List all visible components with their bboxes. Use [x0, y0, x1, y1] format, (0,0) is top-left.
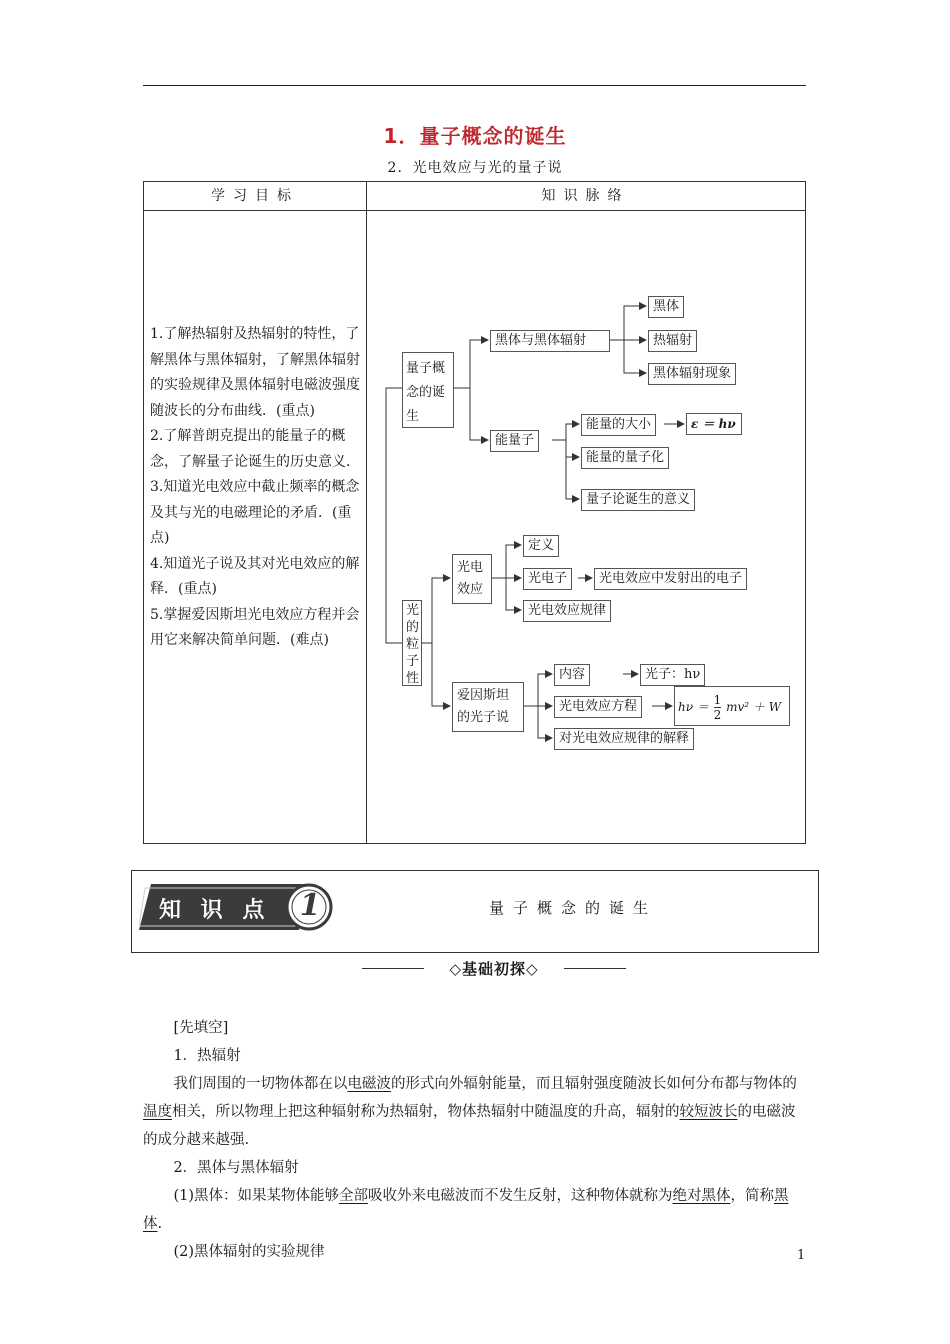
knowledge-point-badge — [139, 882, 335, 932]
node-pe-electron-desc: 光电效应中发射出的电子 — [594, 568, 747, 590]
text-run: 的电磁波的成分越来越强. — [143, 1104, 796, 1148]
text-run: 相关，所以物理上把这种辐射称为热辐射，物体热辐射中随温度的升高，辐射的 — [172, 1104, 680, 1120]
answer-blank: 黑体 — [143, 1188, 789, 1232]
node-blackbody-item: 热辐射 — [648, 330, 697, 352]
node-blackbody-item: 黑体 — [648, 296, 684, 318]
paragraph — [143, 1070, 807, 1154]
formula-fraction — [714, 693, 722, 722]
node-energy-size: 能量的大小 — [581, 414, 656, 436]
fraction-denominator: 2 — [713, 708, 722, 722]
text-run: ，简称 — [730, 1188, 774, 1204]
text-run: . — [157, 1216, 163, 1232]
answer-blank: 温度 — [143, 1104, 172, 1120]
node-quantum-birth: 量子概念的诞生 — [402, 352, 454, 428]
text-run: 吸收外来电磁波而不发生反射，这种物体就称为 — [367, 1188, 673, 1204]
paragraph — [143, 1182, 807, 1238]
node-energy-item: 能量的量子化 — [581, 447, 669, 469]
text-run: 的形式向外辐射能量，而且辐射强度随波长如何分布都与物体的 — [390, 1076, 797, 1092]
badge-label: 知 识 点 — [159, 898, 271, 923]
knowledge-point-title: 量子概念的诞生 — [488, 899, 657, 917]
node-pe-item: 光电子 — [523, 568, 572, 590]
section-heading: 2．黑体与黑体辐射 — [173, 1160, 299, 1176]
objective-item: 2.了解普朗克提出的能量子的概念，了解量子论诞生的历史意义． — [150, 428, 360, 470]
table-header-rule — [144, 210, 805, 211]
badge-number: 1 — [299, 888, 321, 923]
node-pe-item: 定义 — [523, 535, 559, 557]
node-pe-item: 光电效应规律 — [523, 600, 611, 622]
paragraph: (2)黑体辐射的实验规律 — [173, 1244, 325, 1260]
node-ein-item: 对光电效应规律的解释 — [554, 728, 694, 750]
main-text — [143, 1014, 807, 1266]
node-ein-item: 光电效应方程 — [554, 696, 642, 718]
col-header-objectives: 学习目标 — [211, 188, 299, 204]
section-divider — [362, 958, 626, 978]
objective-item: 4.知道光子说及其对光电效应的解释．(重点) — [150, 555, 360, 597]
objective-item: 3.知道光电效应中截止频率的概念及其与光的电磁理论的矛盾．(重点) — [150, 479, 360, 546]
page-title: 1．量子概念的诞生 — [383, 124, 567, 148]
answer-blank: 电磁波 — [347, 1076, 391, 1092]
node-energy-item: 量子论诞生的意义 — [581, 489, 695, 511]
section-heading: 1．热辐射 — [173, 1048, 241, 1064]
objective-item: 5.掌握爱因斯坦光电效应方程并会用它来解决简单问题．(难点) — [150, 606, 360, 648]
objective-item: 1.了解热辐射及热辐射的特性，了解黑体与黑体辐射，了解黑体辐射的实验规律及黑体辐射电磁波强度随波长的分布曲线．(重点) — [150, 326, 360, 419]
objectives-list — [150, 322, 362, 654]
answer-blank: 绝对黑体 — [672, 1188, 731, 1204]
fill-in-tag: [先填空] — [173, 1020, 229, 1036]
node-blackbody: 黑体与黑体辐射 — [490, 330, 610, 352]
text-run: (1)黑体：如果某物体能够 — [173, 1188, 339, 1204]
node-ein-item: 内容 — [554, 664, 590, 686]
node-particle-nature: 光的粒子性 — [402, 600, 422, 686]
formula-right: mv² ＋ W — [726, 700, 782, 714]
node-einstein: 爱因斯坦的光子说 — [452, 682, 524, 732]
node-energy-formula: ε ＝ hν — [686, 413, 742, 435]
text-run: 我们周围的一切物体都在以 — [173, 1076, 348, 1092]
node-ein-photon: 光子：hν — [640, 664, 705, 686]
node-energy-quantum: 能量子 — [490, 430, 539, 452]
section-label: ◇基础初探◇ — [449, 960, 539, 978]
fraction-numerator: 1 — [713, 693, 722, 707]
answer-blank: 较短波长 — [679, 1104, 738, 1120]
divider-line — [362, 968, 424, 969]
page-number: 1 — [797, 1248, 806, 1263]
node-ein-formula — [674, 686, 790, 726]
page-subtitle: 2．光电效应与光的量子说 — [387, 160, 563, 176]
node-blackbody-item: 黑体辐射现象 — [648, 363, 736, 385]
formula-left: hν ＝ — [678, 700, 709, 714]
divider-line — [564, 968, 626, 969]
answer-blank: 全部 — [338, 1188, 368, 1204]
node-photoelectric: 光电效应 — [452, 554, 492, 604]
header-rule — [143, 85, 806, 86]
col-header-knowledge-map: 知识脉络 — [541, 188, 630, 204]
